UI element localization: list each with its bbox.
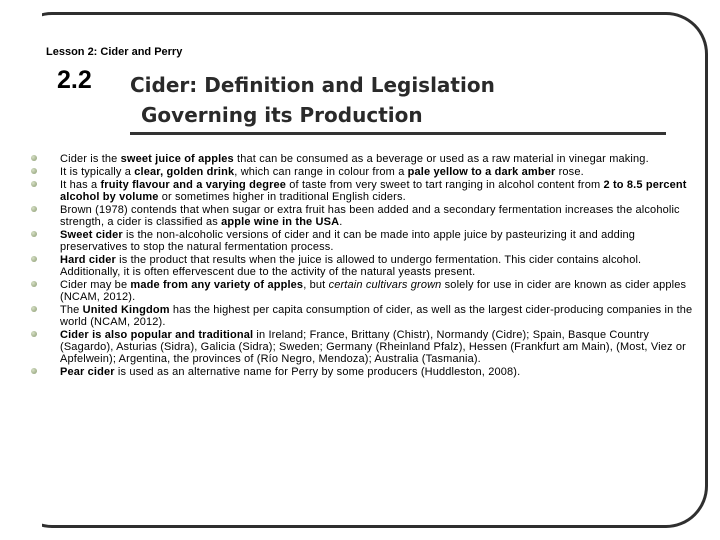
bullet-item	[30, 204, 694, 228]
bullet-dot-icon	[31, 256, 37, 262]
bullet-text: is the product that results when the juice is allowed to undergo fermentation. This cider contains alcohol. Additionally, it is often effervescent due to the activity of the natural yeasts present.	[60, 254, 642, 278]
bullet-text: that can be consumed as a beverage or used as a raw material in vinegar making.	[233, 153, 649, 165]
bullet-text: Cider is also popular and traditional	[60, 329, 254, 341]
bullet-text: has the highest per capita consumption of cider, as well as the largest cider-producing companies in the world (NCAM, 2012).	[60, 304, 693, 328]
bullet-text: The	[60, 304, 83, 316]
title-line-2: Governing its Production	[141, 103, 423, 127]
bullet-dot-icon	[31, 181, 37, 187]
bullet-dot-icon	[31, 306, 37, 312]
bullet-text: rose.	[555, 166, 584, 178]
bullet-text: .	[339, 216, 343, 228]
bullet-text: It is typically a	[60, 166, 135, 178]
bullet-item	[30, 229, 694, 253]
bullet-text: is the non-alcoholic versions of cider and it can be made into apple juice by pasteurizing it and adding preservatives to stop the natural fermentation process.	[60, 229, 636, 253]
bullet-text: Cider is the	[60, 153, 121, 165]
bullet-text: made from any variety of apples	[130, 279, 304, 291]
bullet-list	[30, 153, 694, 379]
bullet-text: clear, golden drink	[134, 166, 235, 178]
bullet-dot-icon	[31, 281, 37, 287]
bullet-text: 2 to 8.5 percent alcohol by volume	[60, 179, 687, 203]
bullet-text: United Kingdom	[82, 304, 170, 316]
bullet-item	[30, 279, 694, 303]
bullet-dot-icon	[31, 168, 37, 174]
bullet-text: , but	[303, 279, 329, 291]
bullet-text: sweet juice of apples	[120, 153, 234, 165]
lesson-label: Lesson 2: Cider and Perry	[46, 46, 183, 58]
page-title	[130, 70, 610, 130]
bullet-item	[30, 304, 694, 328]
bullet-text: Pear cider	[60, 366, 115, 378]
bullet-text: of taste from very sweet to tart ranging in alcohol content from	[286, 179, 604, 191]
bullet-text: Hard cider	[60, 254, 116, 266]
bullet-text: fruity flavour and a varying degree	[100, 179, 287, 191]
bullet-text: certain cultivars grown	[328, 279, 442, 291]
bullet-text: solely for use in cider are known as cider apples (NCAM, 2012).	[60, 279, 687, 303]
bullet-item	[30, 254, 694, 278]
bullet-text: is used as an alternative name for Perry by some producers (Huddleston, 2008).	[114, 366, 521, 378]
bullet-text: pale yellow to a dark amber	[407, 166, 556, 178]
bullet-text: Cider may be	[60, 279, 131, 291]
section-number: 2.2	[57, 66, 92, 94]
bullet-text: Sweet cider	[60, 229, 123, 241]
bullet-item	[30, 153, 694, 165]
bullet-dot-icon	[31, 331, 37, 337]
bullet-text: , which can range in colour from a	[234, 166, 408, 178]
bullet-text: in Ireland; France, Brittany (Chistr), Normandy (Cidre); Spain, Basque Country (Sagardo), Asturias (Sidra), Galicia (Sidra); Sweden; Germany (Rheinland Pfalz), Hessen (Frankfurt am Main), (Most, Viez or Apfelwein); Argentina, the provinces of (Río Negro, Mendoza); Australia (Tasmania).	[60, 329, 686, 365]
bullet-text: or sometimes higher in traditional English ciders.	[158, 191, 406, 203]
bullet-dot-icon	[31, 155, 37, 161]
bullet-text: apple wine in the USA	[221, 216, 340, 228]
bullet-item	[30, 329, 694, 365]
bullet-dot-icon	[31, 206, 37, 212]
bullet-item	[30, 179, 694, 203]
bullet-text: It has a	[60, 179, 101, 191]
bullet-text: Brown (1978) contends that when sugar or extra fruit has been added and a secondary fermentation increases the alcoholic strength, a cider is classified as	[60, 204, 680, 228]
bullet-dot-icon	[31, 231, 37, 237]
title-line-1: Cider: Definition and Legislation	[130, 73, 495, 97]
title-underline	[130, 132, 666, 135]
bullet-item	[30, 366, 694, 378]
bullet-dot-icon	[31, 368, 37, 374]
bullet-item	[30, 166, 694, 178]
